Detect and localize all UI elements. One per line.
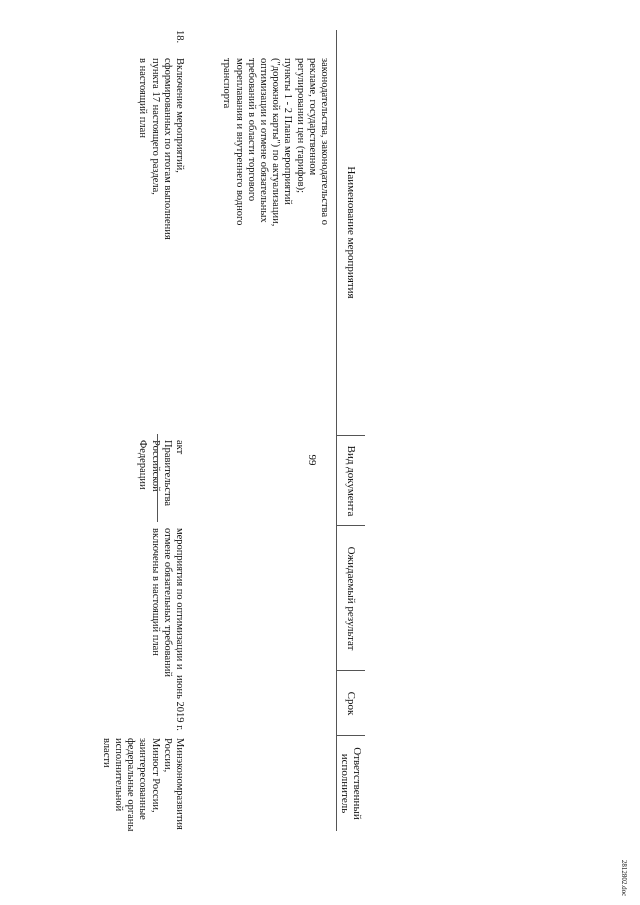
document-footer: 2812802.doc [620,859,628,897]
header-doc-type: Вид документа [336,435,365,526]
end-separator-line [157,434,158,522]
header-result: Ожидаемый результат [336,525,365,671]
header-responsible: Ответственный исполнитель [336,735,365,831]
document-table [90,30,365,830]
page-number: 99 [306,454,318,466]
header-name: Наименование мероприятия [336,30,365,435]
row-18-name: Включение мероприятий, сформированных по итогам выполнения пункта 17 настоящего раздела, в настоящий план [137,58,185,240]
header-deadline: Срок [336,670,365,736]
row-18-result: мероприятия по оптимизации и отмене обязательных требований включены в настоящий план [149,528,185,677]
row-continuation-name: законодательства, законодательства о рекламе, государственном регулировании цен (тарифов); пункты 1 - 2 Плана мероприятий ("дорожной карты") по актуализации, оптимизации и отмене обязательных требований в области торгового мореплавания и внутреннего водного транспорта [221,58,330,227]
row-18-deadline: июнь 2019 г. [174,675,185,731]
row-18-responsible: Минэкономразвития России, Минюст России, заинтересованные федеральные органы исполнительной власти [100,738,185,832]
row-18-doc-type: акт Правительства Российской Федерации [137,440,185,507]
row-18-number: 18. [174,30,185,44]
document-table-rotated [90,30,365,830]
